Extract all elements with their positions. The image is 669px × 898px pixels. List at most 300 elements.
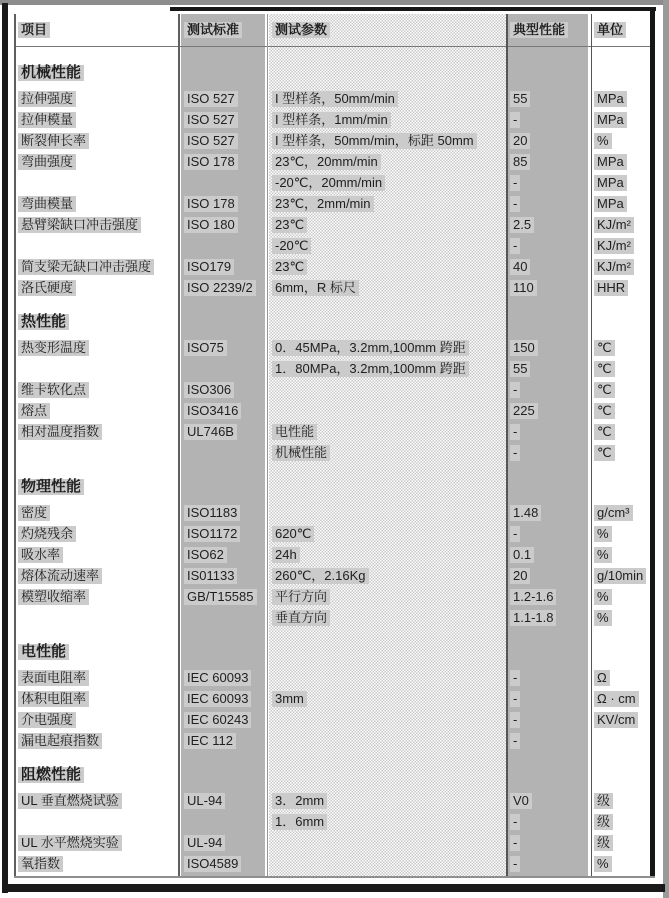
cell-item bbox=[18, 688, 89, 709]
cell-item bbox=[18, 109, 76, 130]
cell-value bbox=[510, 214, 534, 235]
cell-unit bbox=[594, 88, 627, 109]
cell-std bbox=[184, 667, 251, 688]
cell-item bbox=[18, 565, 102, 586]
cell-text: UL 垂直燃烧试验 bbox=[18, 793, 122, 809]
cell-unit bbox=[594, 811, 613, 832]
cell-text: ISO 178 bbox=[184, 196, 238, 212]
cell-text: 级 bbox=[594, 793, 613, 809]
cell-param bbox=[272, 130, 477, 151]
cell-unit bbox=[594, 586, 612, 607]
cell-unit bbox=[594, 172, 627, 193]
cell-text: 260℃，2.16Kg bbox=[272, 568, 369, 584]
cell-value bbox=[510, 502, 541, 523]
cell-text: 6mm，R 标尺 bbox=[272, 280, 359, 296]
cell-item bbox=[18, 502, 50, 523]
cell-unit bbox=[594, 358, 615, 379]
table-row bbox=[14, 151, 655, 172]
cell-param bbox=[272, 688, 307, 709]
cell-param bbox=[272, 277, 359, 298]
table-row bbox=[14, 565, 655, 586]
section-title-text: 机械性能 bbox=[18, 65, 84, 81]
cell-text: 密度 bbox=[18, 505, 50, 521]
cell-text: MPa bbox=[594, 91, 627, 107]
cell-value bbox=[510, 151, 530, 172]
cell-value bbox=[510, 400, 538, 421]
cell-text: % bbox=[594, 133, 612, 149]
cell-text: ℃ bbox=[594, 424, 615, 440]
section-title bbox=[14, 637, 655, 667]
cell-value bbox=[510, 193, 520, 214]
cell-param bbox=[272, 88, 398, 109]
cell-text: - bbox=[510, 238, 520, 254]
table-border-top bbox=[170, 7, 656, 11]
cell-text: UL-94 bbox=[184, 835, 225, 851]
cell-value bbox=[510, 256, 530, 277]
cell-text: 平行方向 bbox=[272, 589, 330, 605]
cell-text: 熔体流动速率 bbox=[18, 568, 102, 584]
cell-text: 1.48 bbox=[510, 505, 541, 521]
cell-item bbox=[18, 832, 122, 853]
cell-text: MPa bbox=[594, 175, 627, 191]
cell-value bbox=[510, 130, 530, 151]
table-header-row bbox=[14, 14, 655, 47]
cell-item bbox=[18, 193, 76, 214]
section-title-text: 热性能 bbox=[18, 314, 69, 330]
cell-param bbox=[272, 442, 330, 463]
header-unit bbox=[594, 19, 626, 41]
cell-text: KJ/m² bbox=[594, 217, 634, 233]
table-row bbox=[14, 442, 655, 463]
header-params-label: 测试参数 bbox=[272, 22, 330, 38]
cell-text: MPa bbox=[594, 112, 627, 128]
table-row bbox=[14, 688, 655, 709]
cell-unit bbox=[594, 400, 615, 421]
cell-param bbox=[272, 109, 391, 130]
cell-text: Ω · cm bbox=[594, 691, 639, 707]
cell-text: IEC 112 bbox=[184, 733, 236, 749]
cell-text: 1.2-1.6 bbox=[510, 589, 556, 605]
cell-text: 弯曲模量 bbox=[18, 196, 76, 212]
cell-value bbox=[510, 811, 520, 832]
cell-text: % bbox=[594, 856, 612, 872]
cell-text: 悬臂梁缺口冲击强度 bbox=[18, 217, 141, 233]
cell-unit bbox=[594, 442, 615, 463]
cell-text: 3mm bbox=[272, 691, 307, 707]
cell-param bbox=[272, 235, 311, 256]
cell-value bbox=[510, 337, 538, 358]
cell-param bbox=[272, 151, 381, 172]
cell-unit bbox=[594, 667, 610, 688]
table-row bbox=[14, 544, 655, 565]
cell-text: % bbox=[594, 589, 612, 605]
table-border-left bbox=[14, 14, 16, 878]
cell-unit bbox=[594, 688, 639, 709]
cell-text: I 型样条，50mm/min，标距 50mm bbox=[272, 133, 477, 149]
cell-item bbox=[18, 151, 76, 172]
cell-unit bbox=[594, 832, 613, 853]
cell-text: 垂直方向 bbox=[272, 610, 330, 626]
table-row bbox=[14, 88, 655, 109]
cell-std bbox=[184, 88, 238, 109]
cell-text: ISO 527 bbox=[184, 133, 238, 149]
section-title-text: 物理性能 bbox=[18, 479, 84, 495]
cell-unit bbox=[594, 379, 615, 400]
cell-value bbox=[510, 607, 556, 628]
cell-item bbox=[18, 421, 102, 442]
cell-text: 维卡软化点 bbox=[18, 382, 89, 398]
cell-text: 介电强度 bbox=[18, 712, 76, 728]
cell-text: KV/cm bbox=[594, 712, 638, 728]
cell-text: - bbox=[510, 196, 520, 212]
cell-unit bbox=[594, 214, 634, 235]
cell-item bbox=[18, 379, 89, 400]
table-row bbox=[14, 193, 655, 214]
cell-text: 85 bbox=[510, 154, 530, 170]
cell-unit bbox=[594, 130, 612, 151]
frame-left bbox=[2, 3, 8, 893]
cell-unit bbox=[594, 337, 615, 358]
cell-text: - bbox=[510, 526, 520, 542]
column-divider-2 bbox=[267, 14, 268, 878]
cell-text: I 型样条，1mm/min bbox=[272, 112, 391, 128]
cell-value bbox=[510, 379, 520, 400]
cell-text: % bbox=[594, 547, 612, 563]
cell-std bbox=[184, 544, 227, 565]
cell-text: - bbox=[510, 445, 520, 461]
cell-param bbox=[272, 790, 327, 811]
cell-text: 漏电起痕指数 bbox=[18, 733, 102, 749]
cell-text: ISO306 bbox=[184, 382, 234, 398]
table-row bbox=[14, 586, 655, 607]
cell-text: - bbox=[510, 670, 520, 686]
table-row bbox=[14, 214, 655, 235]
cell-text: 简支梁无缺口冲击强度 bbox=[18, 259, 154, 275]
cell-text: -20℃，20mm/min bbox=[272, 175, 385, 191]
cell-value bbox=[510, 565, 530, 586]
properties-table bbox=[14, 14, 655, 878]
cell-text: - bbox=[510, 712, 520, 728]
cell-text: 断裂伸长率 bbox=[18, 133, 89, 149]
section-title-text: 阻燃性能 bbox=[18, 767, 84, 783]
cell-item bbox=[18, 337, 89, 358]
table-row bbox=[14, 256, 655, 277]
cell-item bbox=[18, 277, 76, 298]
table-row bbox=[14, 502, 655, 523]
cell-text: 23℃ bbox=[272, 217, 307, 233]
cell-unit bbox=[594, 193, 627, 214]
cell-text: 20 bbox=[510, 568, 530, 584]
table-row bbox=[14, 358, 655, 379]
cell-unit bbox=[594, 421, 615, 442]
cell-std bbox=[184, 523, 240, 544]
cell-param bbox=[272, 523, 314, 544]
cell-text: MPa bbox=[594, 154, 627, 170]
table-row bbox=[14, 421, 655, 442]
cell-unit bbox=[594, 607, 612, 628]
cell-text: - bbox=[510, 814, 520, 830]
cell-text: 0.1 bbox=[510, 547, 534, 563]
table-row bbox=[14, 811, 655, 832]
cell-text: 吸水率 bbox=[18, 547, 63, 563]
header-params bbox=[272, 19, 330, 41]
cell-text: - bbox=[510, 691, 520, 707]
table-row bbox=[14, 523, 655, 544]
cell-text: ISO1183 bbox=[184, 505, 240, 521]
header-standard-label: 测试标准 bbox=[184, 22, 242, 38]
table-row bbox=[14, 172, 655, 193]
cell-value bbox=[510, 421, 520, 442]
cell-item bbox=[18, 214, 141, 235]
cell-text: ISO75 bbox=[184, 340, 227, 356]
cell-std bbox=[184, 586, 257, 607]
cell-text: ℃ bbox=[594, 382, 615, 398]
cell-unit bbox=[594, 277, 628, 298]
cell-text: 机械性能 bbox=[272, 445, 330, 461]
cell-text: ISO4589 bbox=[184, 856, 241, 872]
cell-text: - bbox=[510, 382, 520, 398]
frame-bottom bbox=[2, 884, 665, 892]
cell-text: 2.5 bbox=[510, 217, 534, 233]
cell-text: ISO62 bbox=[184, 547, 227, 563]
cell-item bbox=[18, 853, 63, 874]
cell-text: 表面电阻率 bbox=[18, 670, 89, 686]
header-item bbox=[18, 19, 50, 41]
cell-text: ISO 527 bbox=[184, 112, 238, 128]
cell-value bbox=[510, 832, 520, 853]
cell-text: 225 bbox=[510, 403, 538, 419]
cell-std bbox=[184, 130, 238, 151]
cell-text: - bbox=[510, 835, 520, 851]
cell-text: 洛氏硬度 bbox=[18, 280, 76, 296]
cell-value bbox=[510, 88, 530, 109]
cell-std bbox=[184, 421, 237, 442]
cell-text: - bbox=[510, 424, 520, 440]
cell-unit bbox=[594, 502, 633, 523]
cell-text: 体积电阻率 bbox=[18, 691, 89, 707]
cell-std bbox=[184, 151, 238, 172]
cell-std bbox=[184, 502, 240, 523]
cell-unit bbox=[594, 109, 627, 130]
cell-text: 23℃，2mm/min bbox=[272, 196, 374, 212]
cell-item bbox=[18, 586, 89, 607]
cell-std bbox=[184, 565, 237, 586]
cell-text: ISO179 bbox=[184, 259, 234, 275]
cell-item bbox=[18, 544, 63, 565]
cell-text: 1．80MPa，3.2mm,100mm 跨距 bbox=[272, 361, 469, 377]
cell-text: 150 bbox=[510, 340, 538, 356]
cell-value bbox=[510, 235, 520, 256]
cell-text: 1.1-1.8 bbox=[510, 610, 556, 626]
cell-value bbox=[510, 853, 520, 874]
cell-text: ISO 180 bbox=[184, 217, 238, 233]
section-title bbox=[14, 58, 655, 88]
cell-param bbox=[272, 214, 307, 235]
cell-param bbox=[272, 337, 469, 358]
cell-text: -20℃ bbox=[272, 238, 311, 254]
column-divider-3 bbox=[506, 14, 508, 878]
cell-text: KJ/m² bbox=[594, 238, 634, 254]
cell-value bbox=[510, 544, 534, 565]
cell-value bbox=[510, 442, 520, 463]
cell-text: V0 bbox=[510, 793, 532, 809]
cell-unit bbox=[594, 709, 638, 730]
cell-text: g/cm³ bbox=[594, 505, 633, 521]
cell-item bbox=[18, 790, 122, 811]
table-row bbox=[14, 379, 655, 400]
cell-item bbox=[18, 667, 89, 688]
cell-text: ℃ bbox=[594, 361, 615, 377]
cell-std bbox=[184, 277, 256, 298]
cell-text: ISO 527 bbox=[184, 91, 238, 107]
cell-item bbox=[18, 256, 154, 277]
cell-unit bbox=[594, 565, 646, 586]
cell-param bbox=[272, 811, 327, 832]
cell-item bbox=[18, 130, 89, 151]
cell-text: % bbox=[594, 610, 612, 626]
cell-text: 1．6mm bbox=[272, 814, 327, 830]
cell-std bbox=[184, 790, 225, 811]
cell-std bbox=[184, 256, 234, 277]
cell-text: ℃ bbox=[594, 340, 615, 356]
cell-std bbox=[184, 400, 241, 421]
table-row bbox=[14, 790, 655, 811]
cell-unit bbox=[594, 790, 613, 811]
cell-value bbox=[510, 667, 520, 688]
cell-text: 氧指数 bbox=[18, 856, 63, 872]
cell-text: 110 bbox=[510, 280, 537, 296]
header-standard bbox=[184, 19, 242, 41]
cell-unit bbox=[594, 151, 627, 172]
cell-std bbox=[184, 709, 251, 730]
cell-text: 拉伸强度 bbox=[18, 91, 76, 107]
cell-std bbox=[184, 214, 238, 235]
table-row bbox=[14, 667, 655, 688]
cell-std bbox=[184, 688, 251, 709]
cell-item bbox=[18, 523, 76, 544]
header-item-label: 项目 bbox=[18, 22, 50, 38]
section-title bbox=[14, 472, 655, 502]
table-row bbox=[14, 853, 655, 874]
cell-text: 级 bbox=[594, 835, 613, 851]
cell-text: - bbox=[510, 112, 520, 128]
table-row bbox=[14, 337, 655, 358]
cell-item bbox=[18, 88, 76, 109]
table-row bbox=[14, 730, 655, 751]
cell-text: ISO 2239/2 bbox=[184, 280, 256, 296]
table-row bbox=[14, 832, 655, 853]
cell-text: 0．45MPa，3.2mm,100mm 跨距 bbox=[272, 340, 469, 356]
section-title bbox=[14, 307, 655, 337]
cell-value bbox=[510, 109, 520, 130]
frame-right bbox=[663, 0, 669, 898]
cell-text: 相对温度指数 bbox=[18, 424, 102, 440]
header-typical-label: 典型性能 bbox=[510, 22, 568, 38]
cell-text: - bbox=[510, 733, 520, 749]
cell-text: GB/T15585 bbox=[184, 589, 257, 605]
cell-text: 620℃ bbox=[272, 526, 314, 542]
cell-text: KJ/m² bbox=[594, 259, 634, 275]
cell-std bbox=[184, 109, 238, 130]
table-row bbox=[14, 235, 655, 256]
cell-text: ℃ bbox=[594, 445, 615, 461]
table-rows bbox=[14, 49, 655, 874]
cell-text: IEC 60093 bbox=[184, 670, 251, 686]
table-row bbox=[14, 709, 655, 730]
cell-text: 弯曲强度 bbox=[18, 154, 76, 170]
cell-text: - bbox=[510, 856, 520, 872]
cell-std bbox=[184, 832, 225, 853]
cell-text: 灼烧残余 bbox=[18, 526, 76, 542]
cell-value bbox=[510, 358, 530, 379]
frame-top bbox=[0, 0, 669, 5]
cell-text: 热变形温度 bbox=[18, 340, 89, 356]
cell-text: ISO3416 bbox=[184, 403, 241, 419]
cell-text: g/10min bbox=[594, 568, 646, 584]
cell-param bbox=[272, 172, 385, 193]
header-typical bbox=[510, 19, 568, 41]
cell-text: 级 bbox=[594, 814, 613, 830]
cell-text: ISO1172 bbox=[184, 526, 240, 542]
cell-text: 拉伸模量 bbox=[18, 112, 76, 128]
cell-param bbox=[272, 358, 469, 379]
cell-text: I 型样条，50mm/min bbox=[272, 91, 398, 107]
section-title bbox=[14, 760, 655, 790]
cell-text: UL 水平燃烧实验 bbox=[18, 835, 122, 851]
cell-item bbox=[18, 709, 76, 730]
header-unit-label: 单位 bbox=[594, 22, 626, 38]
cell-text: 3．2mm bbox=[272, 793, 327, 809]
cell-text: IS01133 bbox=[184, 568, 237, 584]
cell-text: 40 bbox=[510, 259, 530, 275]
cell-std bbox=[184, 730, 236, 751]
cell-text: ℃ bbox=[594, 403, 615, 419]
cell-text: - bbox=[510, 175, 520, 191]
cell-std bbox=[184, 853, 241, 874]
cell-text: UL746B bbox=[184, 424, 237, 440]
cell-std bbox=[184, 379, 234, 400]
cell-text: MPa bbox=[594, 196, 627, 212]
cell-param bbox=[272, 565, 369, 586]
cell-text: HHR bbox=[594, 280, 628, 296]
table-row bbox=[14, 277, 655, 298]
cell-text: UL-94 bbox=[184, 793, 225, 809]
table-row bbox=[14, 400, 655, 421]
cell-value bbox=[510, 172, 520, 193]
table-row bbox=[14, 109, 655, 130]
cell-param bbox=[272, 193, 374, 214]
cell-text: 55 bbox=[510, 91, 530, 107]
cell-text: 熔点 bbox=[18, 403, 50, 419]
cell-text: ISO 178 bbox=[184, 154, 238, 170]
column-divider-4 bbox=[591, 14, 592, 878]
table-border-bottom bbox=[14, 876, 655, 878]
cell-value bbox=[510, 709, 520, 730]
cell-value bbox=[510, 790, 532, 811]
cell-text: % bbox=[594, 526, 612, 542]
cell-unit bbox=[594, 235, 634, 256]
cell-text: 20 bbox=[510, 133, 530, 149]
table-row bbox=[14, 607, 655, 628]
cell-value bbox=[510, 586, 556, 607]
cell-param bbox=[272, 421, 317, 442]
cell-param bbox=[272, 256, 307, 277]
cell-std bbox=[184, 337, 227, 358]
cell-text: 模塑收缩率 bbox=[18, 589, 89, 605]
cell-value bbox=[510, 277, 537, 298]
cell-text: 24h bbox=[272, 547, 300, 563]
cell-param bbox=[272, 607, 330, 628]
